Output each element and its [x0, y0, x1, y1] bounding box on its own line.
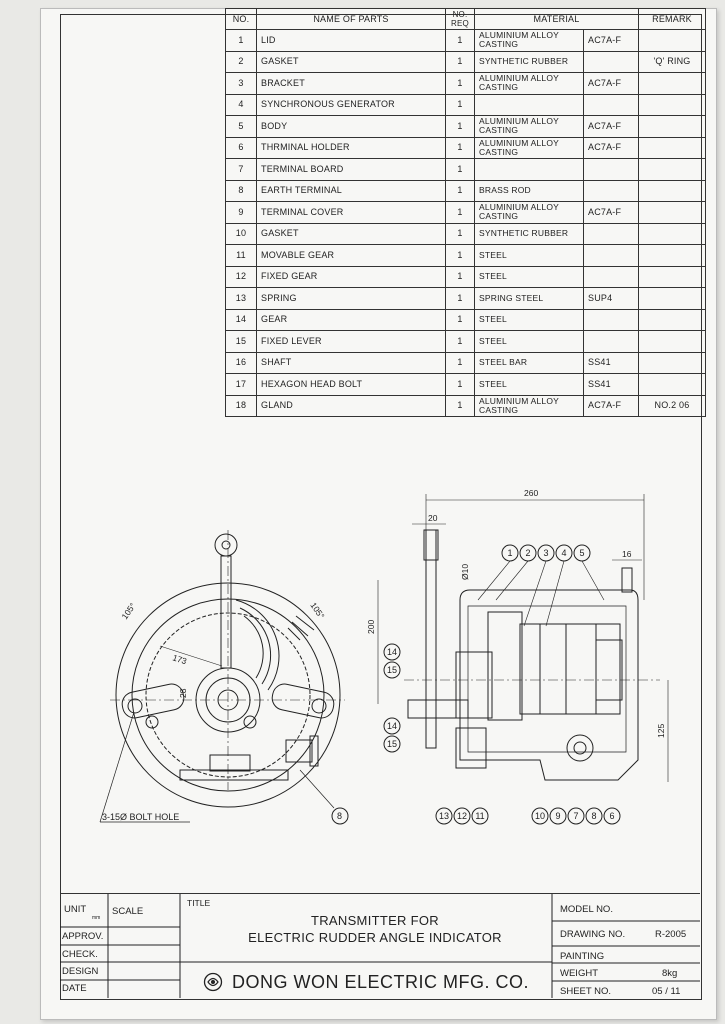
row-no: 3	[226, 73, 257, 95]
side-gear-block	[456, 652, 492, 718]
front-left-bolt-hole	[128, 699, 142, 713]
row-no: 4	[226, 94, 257, 116]
tb-check: CHECK.	[62, 949, 98, 960]
row-name: LID	[257, 30, 446, 52]
balloon-label: 14	[386, 721, 398, 731]
row-req: 1	[446, 288, 475, 310]
row-no: 8	[226, 180, 257, 202]
row-material: BRASS ROD	[475, 180, 584, 202]
front-radius-line	[160, 646, 222, 666]
row-no: 18	[226, 395, 257, 417]
balloon-label: 6	[609, 811, 615, 821]
tb-model-no: MODEL NO.	[560, 904, 613, 915]
balloon-label: 4	[561, 548, 567, 558]
tb-title-label: TITLE	[187, 898, 211, 908]
front-right-lug	[270, 682, 336, 720]
balloon-label: 13	[438, 811, 450, 821]
row-remark: 'Q' RING	[639, 51, 706, 73]
front-bolt-leader	[100, 712, 134, 822]
front-spring-coil	[236, 600, 279, 690]
front-balloon8-leader	[300, 770, 334, 808]
row-material-code: AC7A-F	[584, 30, 639, 52]
row-req: 1	[446, 309, 475, 331]
row-name: EARTH TERMINAL	[257, 180, 446, 202]
side-dim-right-offset: 16	[622, 549, 632, 559]
row-material-code: SS41	[584, 374, 639, 396]
row-req: 1	[446, 73, 475, 95]
front-fan-lines	[288, 616, 314, 640]
balloons-bottom-left	[436, 808, 488, 824]
balloon-label: 5	[579, 548, 585, 558]
tb-date: DATE	[62, 983, 87, 994]
row-req: 1	[446, 352, 475, 374]
row-req: 1	[446, 374, 475, 396]
balloons-top	[478, 545, 604, 626]
row-no: 15	[226, 331, 257, 353]
balloons-left	[384, 644, 400, 752]
tb-painting: PAINTING	[560, 951, 605, 962]
row-req: 1	[446, 51, 475, 73]
tb-company: DONG WON ELECTRIC MFG. CO.	[232, 972, 530, 992]
row-material: ALUMINIUM ALLOY CASTING	[475, 395, 584, 417]
row-no: 14	[226, 309, 257, 331]
row-material: STEEL	[475, 245, 584, 267]
row-remark: NO.2 06	[639, 395, 706, 417]
row-req: 1	[446, 94, 475, 116]
row-req: 1	[446, 30, 475, 52]
row-req: 1	[446, 245, 475, 267]
row-name: HEXAGON HEAD BOLT	[257, 374, 446, 396]
tb-weight: WEIGHT	[560, 968, 598, 979]
row-material: STEEL	[475, 331, 584, 353]
row-req: 1	[446, 266, 475, 288]
row-req: 1	[446, 331, 475, 353]
row-no: 5	[226, 116, 257, 138]
balloon-leader	[582, 561, 604, 600]
balloon-label: 7	[573, 811, 579, 821]
row-material-code: AC7A-F	[584, 137, 639, 159]
row-req: 1	[446, 137, 475, 159]
header-no: NO.	[226, 9, 257, 30]
front-bottom-block	[210, 755, 250, 771]
row-name: GEAR	[257, 309, 446, 331]
tb-title-line1: TRANSMITTER FOR	[311, 913, 439, 928]
balloon-label: 14	[386, 647, 398, 657]
balloon-leader	[478, 561, 510, 600]
side-dim-height: 200	[366, 619, 376, 634]
tb-unit: UNIT	[64, 904, 87, 915]
row-req: 1	[446, 395, 475, 417]
header-req-text: NO. REQ	[451, 10, 469, 28]
side-rear-box	[596, 640, 622, 700]
front-lever-arm	[221, 556, 231, 668]
header-material: MATERIAL	[475, 9, 639, 30]
front-dim-angle-right: 105°	[308, 600, 327, 621]
balloon-leader	[524, 561, 546, 626]
row-no: 2	[226, 51, 257, 73]
row-no: 6	[226, 137, 257, 159]
front-balloon-8-text: 8	[337, 811, 343, 821]
front-right-screw	[244, 716, 256, 728]
tb-approv: APPROV.	[62, 931, 104, 942]
row-material: STEEL	[475, 309, 584, 331]
row-material: SPRING STEEL	[475, 288, 584, 310]
balloon-label: 11	[475, 811, 485, 821]
front-right-bolt-hole	[312, 699, 326, 713]
row-material: SYNTHETIC RUBBER	[475, 223, 584, 245]
balloon-leader	[496, 561, 528, 600]
front-top-lever-ring	[215, 534, 237, 556]
balloon-label: 3	[543, 548, 549, 558]
balloon-label: 12	[456, 811, 468, 821]
row-material: ALUMINIUM ALLOY CASTING	[475, 116, 584, 138]
tb-sheet-no: SHEET NO.	[560, 986, 612, 997]
balloon-label: 2	[525, 548, 531, 558]
row-name: TERMINAL BOARD	[257, 159, 446, 181]
row-material: STEEL	[475, 374, 584, 396]
balloons-bottom-right	[532, 808, 620, 824]
front-view	[100, 530, 348, 824]
tb-design: DESIGN	[62, 966, 99, 977]
balloon-label: 15	[386, 665, 398, 675]
row-no: 17	[226, 374, 257, 396]
row-name: GLAND	[257, 395, 446, 417]
header-remark: REMARK	[639, 9, 706, 30]
balloon-leader	[546, 561, 564, 626]
tb-unit-sub: mm	[92, 915, 101, 921]
front-dim-angle-left: 105°	[119, 600, 138, 622]
front-dim-small: 28	[178, 688, 188, 698]
side-gear-shaft	[408, 700, 468, 718]
row-req: 1	[446, 180, 475, 202]
front-gland	[286, 740, 312, 762]
row-material-code: AC7A-F	[584, 116, 639, 138]
front-dim-radius: 173	[171, 652, 188, 667]
row-name: TERMINAL COVER	[257, 202, 446, 224]
tb-drawing-no-value: R-2005	[655, 929, 687, 940]
row-name: BODY	[257, 116, 446, 138]
row-material-code: AC7A-F	[584, 395, 639, 417]
balloon-label: 15	[386, 739, 398, 749]
row-material: ALUMINIUM ALLOY CASTING	[475, 202, 584, 224]
side-dim-top-offset: 20	[428, 513, 438, 523]
header-name: NAME OF PARTS	[257, 9, 446, 30]
tb-scale: SCALE	[112, 906, 144, 917]
side-view	[366, 488, 668, 824]
side-top-gland	[622, 568, 632, 592]
row-name: FIXED GEAR	[257, 266, 446, 288]
row-req: 1	[446, 116, 475, 138]
row-req: 1	[446, 223, 475, 245]
row-no: 1	[226, 30, 257, 52]
side-dim-dia: Ø10	[460, 563, 470, 580]
side-generator-flange	[488, 612, 522, 720]
side-terminal-circle	[567, 735, 593, 761]
side-dim-width-total: 260	[524, 488, 539, 498]
row-material-code: AC7A-F	[584, 202, 639, 224]
row-material-code: SS41	[584, 352, 639, 374]
front-top-lever-pin	[222, 541, 230, 549]
company-logo-icon	[203, 972, 223, 992]
row-no: 9	[226, 202, 257, 224]
balloon-label: 9	[555, 811, 561, 821]
row-name: SHAFT	[257, 352, 446, 374]
row-name: SPRING	[257, 288, 446, 310]
row-material: ALUMINIUM ALLOY CASTING	[475, 73, 584, 95]
row-no: 11	[226, 245, 257, 267]
row-no: 13	[226, 288, 257, 310]
balloon-label: 1	[507, 548, 513, 558]
row-material: ALUMINIUM ALLOY CASTING	[475, 137, 584, 159]
row-material: STEEL BAR	[475, 352, 584, 374]
row-name: GASKET	[257, 51, 446, 73]
row-no: 12	[226, 266, 257, 288]
tb-title-line2: ELECTRIC RUDDER ANGLE INDICATOR	[248, 930, 502, 945]
row-name: MOVABLE GEAR	[257, 245, 446, 267]
tb-drawing-no: DRAWING NO.	[560, 929, 626, 940]
row-material: SYNTHETIC RUBBER	[475, 51, 584, 73]
balloon-label: 8	[591, 811, 597, 821]
tb-weight-value: 8kg	[662, 968, 678, 979]
balloon-label: 10	[534, 811, 546, 821]
row-req: 1	[446, 159, 475, 181]
row-name: SYNCHRONOUS GENERATOR	[257, 94, 446, 116]
row-name: BRACKET	[257, 73, 446, 95]
row-no: 10	[226, 223, 257, 245]
side-housing	[460, 590, 638, 780]
side-dim-lower-height: 125	[656, 723, 666, 738]
row-material-code: SUP4	[584, 288, 639, 310]
row-material: STEEL	[475, 266, 584, 288]
tb-sheet-no-value: 05 / 11	[652, 986, 681, 997]
row-name: THRMINAL HOLDER	[257, 137, 446, 159]
row-material: ALUMINIUM ALLOY CASTING	[475, 30, 584, 52]
row-material-code: AC7A-F	[584, 73, 639, 95]
front-bolt-hole-label: 3-15Ø BOLT HOLE	[102, 812, 180, 822]
row-name: GASKET	[257, 223, 446, 245]
row-no: 16	[226, 352, 257, 374]
side-shaft	[426, 530, 436, 748]
row-name: FIXED LEVER	[257, 331, 446, 353]
row-no: 7	[226, 159, 257, 181]
row-req: 1	[446, 202, 475, 224]
